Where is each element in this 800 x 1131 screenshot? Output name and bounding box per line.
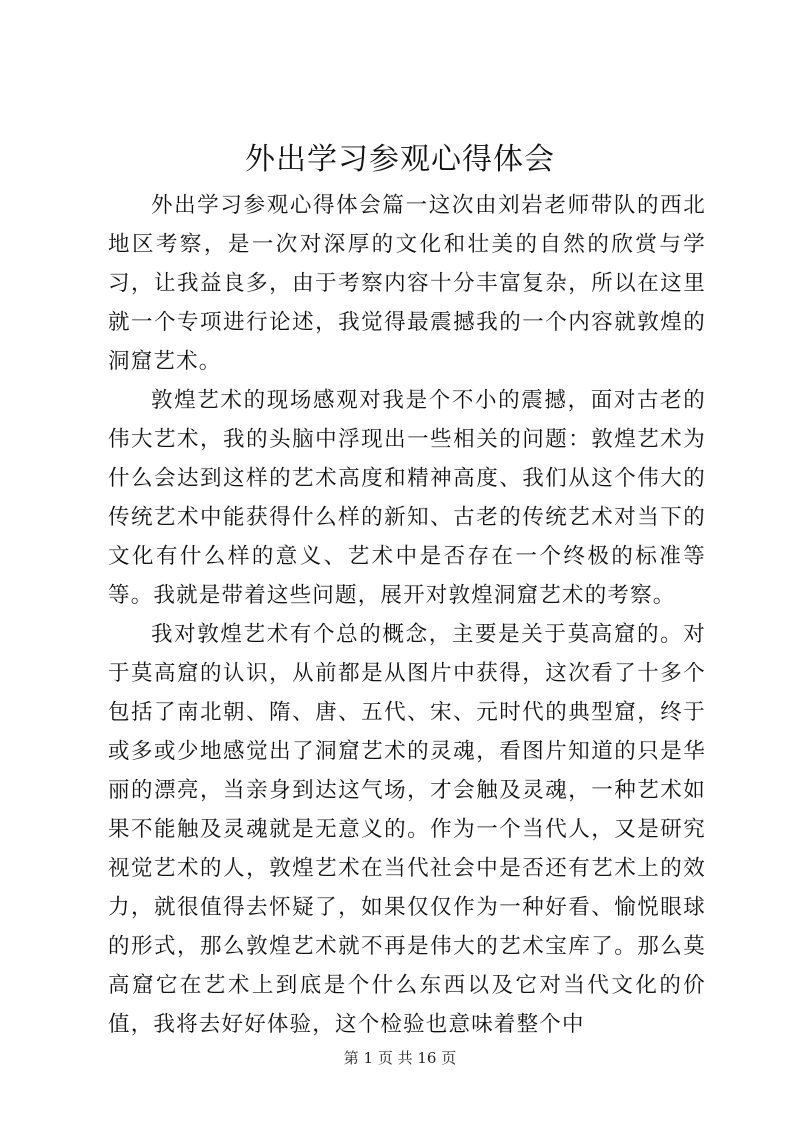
paragraph-1: 外出学习参观心得体会篇一这次由刘岩老师带队的西北地区考察，是一次对深厚的文化和壮美的自然的欣赏与学习，让我益良多，由于考察内容十分丰富复杂，所以在这里就一个专项进行论述，我觉得最震撼我的一个内容就敦煌的洞窟艺术。 (108, 193, 706, 374)
document-title: 外出学习参观心得体会 (245, 142, 555, 177)
page-number-footer: 第 1 页 共 16 页 (343, 1049, 457, 1067)
paragraph-3: 我对敦煌艺术有个总的概念，主要是关于莫高窟的。对于莫高窟的认识，从前都是从图片中获得，这次看了十多个包括了南北朝、隋、唐、五代、宋、元时代的典型窟，终于或多或少地感觉出了洞窟艺术的灵魂，看图片知道的只是华丽的漂亮，当亲身到达这气场，才会触及灵魂，一种艺术如果不能触及灵魂就是无意义的。作为一个当代人，又是研究视觉艺术的人，敦煌艺术在当代社会中是否还有艺术上的效力，就很值得去怀疑了，如果仅仅作为一种好看、愉悦眼球的形式，那么敦煌艺术就不再是伟大的艺术宝库了。那么莫高窟它在艺术上到底是个什么东西以及它对当代文化的价值，我将去好好体验，这个检验也意味着整个中 (108, 622, 706, 1037)
paragraph-2: 敦煌艺术的现场感观对我是个不小的震撼，面对古老的伟大艺术，我的头脑中浮现出一些相关的问题：敦煌艺术为什么会达到这样的艺术高度和精神高度、我们从这个伟大的传统艺术中能获得什么样的新知、古老的传统艺术对当下的文化有什么样的意义、艺术中是否存在一个终极的标准等等。我就是带着这些问题，展开对敦煌洞窟艺术的考察。 (108, 388, 706, 608)
document-body (108, 186, 706, 1044)
